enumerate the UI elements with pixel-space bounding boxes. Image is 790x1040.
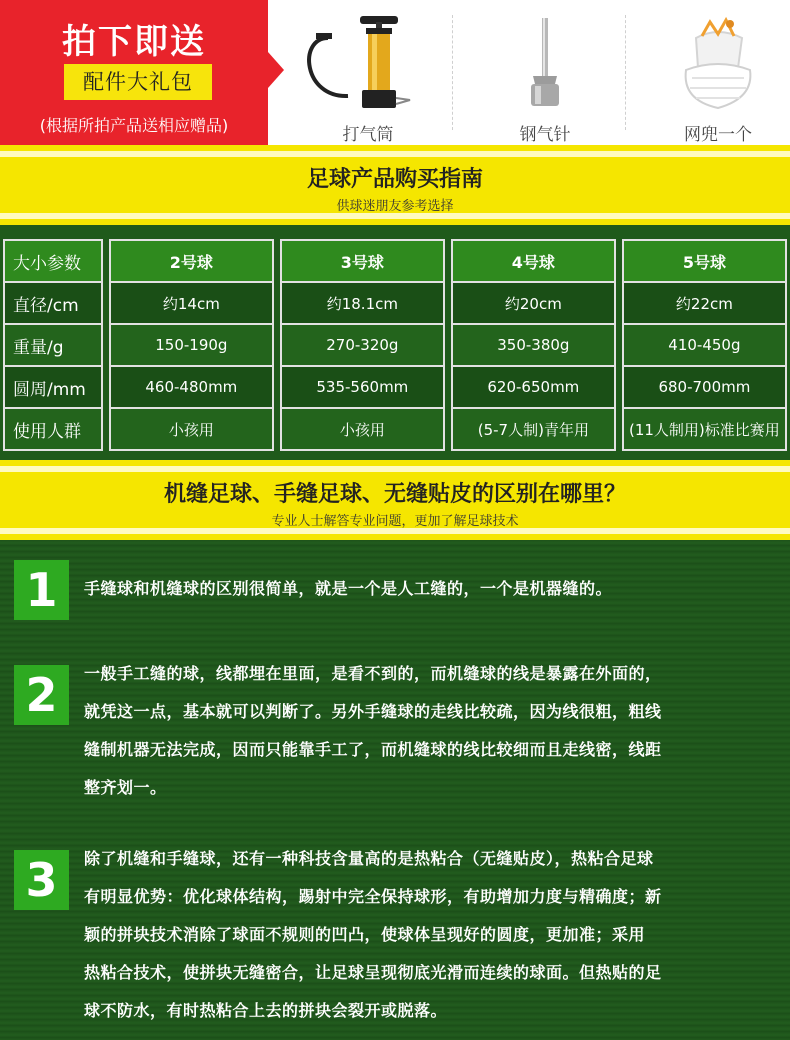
table-row [4, 366, 786, 408]
table-cell: 约18.1cm [281, 282, 444, 324]
column-gap [615, 282, 623, 324]
qa-section [0, 540, 790, 1040]
size-table [3, 239, 787, 451]
column-gap [273, 240, 281, 282]
stripe [0, 151, 790, 157]
table-cell: 350-380g [452, 324, 615, 366]
stripe [0, 466, 790, 472]
table-cell: 约22cm [623, 282, 786, 324]
needle-icon [465, 8, 625, 116]
table-row [4, 282, 786, 324]
table-cell: 535-560mm [281, 366, 444, 408]
table-cell: 约20cm [452, 282, 615, 324]
qa-line: 除了机缝和手缝球，还有一种科技含量高的是热粘合（无缝贴皮），热粘合足球 [84, 849, 654, 868]
column-gap [615, 324, 623, 366]
column-gap [444, 282, 452, 324]
number-badge: 3 [14, 850, 69, 910]
table-header-cell: 3号球 [281, 240, 444, 282]
column-gap [102, 240, 110, 282]
row-label: 圆周/mm [4, 366, 102, 408]
gift-item-pump [288, 0, 448, 145]
column-gap [102, 324, 110, 366]
pump-icon [288, 8, 448, 116]
table-cell: 小孩用 [281, 408, 444, 450]
column-gap [273, 324, 281, 366]
qa-line: 就凭这一点，基本就可以判断了。另外手缝球的走线比较疏，因为线很粗，粗线 [84, 702, 662, 721]
table-header-cell: 5号球 [623, 240, 786, 282]
gift-promo-panel [0, 0, 268, 145]
table-cell: 680-700mm [623, 366, 786, 408]
column-gap [444, 408, 452, 450]
net-bag-icon [638, 8, 790, 116]
qa-text [84, 655, 764, 807]
gift-arrow-icon [268, 52, 284, 88]
row-label: 重量/g [4, 324, 102, 366]
qa-line: 球不防水，有时热粘合上去的拼块会裂开或脱落。 [84, 1001, 448, 1020]
qa-line: 缝制机器无法完成，因而只能靠手工了，而机缝球的线比较细而且走线密，线距 [84, 740, 662, 759]
qa-line: 有明显优势：优化球体结构，踢射中完全保持球形，有助增加力度与精确度；新 [84, 887, 662, 906]
qa-line: 一般手工缝的球，线都埋在里面，是看不到的，而机缝球的线是暴露在外面的， [84, 664, 662, 683]
difference-title: 机缝足球、手缝足球、无缝贴皮的区别在哪里？ [163, 482, 626, 507]
gift-item-net [638, 0, 790, 145]
difference-header [0, 460, 790, 540]
table-header-cell: 大小参数 [4, 240, 102, 282]
column-gap [615, 366, 623, 408]
table-cell: 150-190g [110, 324, 273, 366]
column-gap [444, 324, 452, 366]
gift-title: 拍下即送 [62, 22, 206, 62]
qa-line: 整齐划一。 [84, 778, 167, 797]
qa-line: 热粘合技术，使拼块无缝密合，让足球呈现彻底光滑而连续的球面。但热贴的足 [84, 963, 662, 982]
table-cell: 小孩用 [110, 408, 273, 450]
qa-text: 手缝球和机缝球的区别很简单，就是一个是人工缝的，一个是机器缝的。 [84, 579, 613, 598]
gift-note: (根据所拍产品送相应赠品) [39, 116, 229, 135]
column-gap [273, 366, 281, 408]
column-gap [102, 408, 110, 450]
table-cell: 410-450g [623, 324, 786, 366]
column-gap [444, 366, 452, 408]
column-gap [615, 408, 623, 450]
guide-title: 足球产品购买指南 [306, 167, 483, 192]
size-table-section [0, 225, 790, 460]
table-cell: 460-480mm [110, 366, 273, 408]
number-badge: 1 [14, 560, 69, 620]
gift-tag: 配件大礼包 [64, 64, 212, 100]
table-cell: (11人制用)标准比赛用 [623, 408, 786, 450]
column-gap [615, 240, 623, 282]
divider [625, 15, 626, 130]
gift-item-label: 打气筒 [342, 125, 394, 145]
table-row [4, 324, 786, 366]
table-row [4, 408, 786, 450]
gift-item-label: 钢气针 [519, 125, 571, 145]
row-label: 直径/cm [4, 282, 102, 324]
divider [452, 15, 453, 130]
table-cell: (5-7人制)青年用 [452, 408, 615, 450]
table-header-cell: 2号球 [110, 240, 273, 282]
column-gap [444, 240, 452, 282]
column-gap [102, 282, 110, 324]
table-header-cell: 4号球 [452, 240, 615, 282]
qa-text [84, 840, 764, 1030]
column-gap [273, 408, 281, 450]
table-cell: 620-650mm [452, 366, 615, 408]
row-label: 使用人群 [4, 408, 102, 450]
guide-header [0, 145, 790, 225]
column-gap [273, 282, 281, 324]
column-gap [102, 366, 110, 408]
gift-item-needle [465, 0, 625, 145]
table-header-row [4, 240, 786, 282]
guide-subtitle: 供球迷朋友参考选择 [336, 199, 454, 214]
gift-banner [0, 0, 790, 145]
qa-line: 颖的拼块技术消除了球面不规则的凹凸，使球体呈现好的圆度，更加准；采用 [84, 925, 646, 944]
table-cell: 270-320g [281, 324, 444, 366]
table-cell: 约14cm [110, 282, 273, 324]
number-badge: 2 [14, 665, 69, 725]
difference-subtitle: 专业人士解答专业问题，更加了解足球技术 [271, 514, 519, 529]
gift-item-label: 网兜一个 [684, 125, 752, 145]
